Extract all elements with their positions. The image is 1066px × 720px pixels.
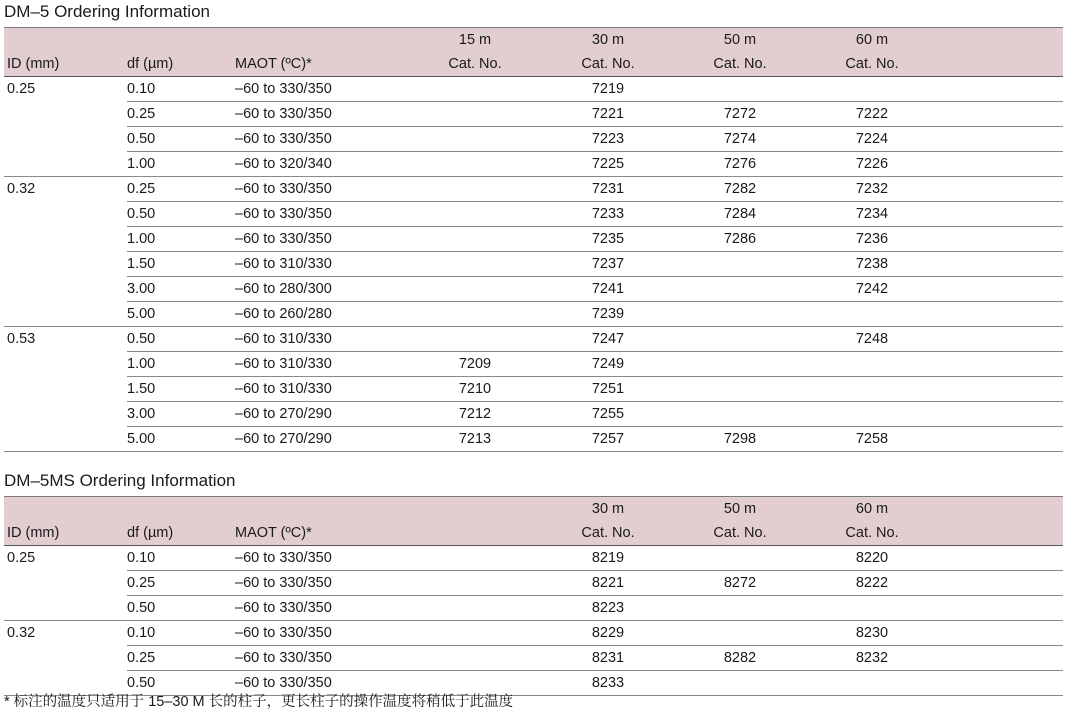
cell-50m: 7272 bbox=[673, 102, 807, 127]
row-pad bbox=[937, 646, 1063, 671]
cell-50m: 7284 bbox=[673, 202, 807, 227]
cell-50m: 7274 bbox=[673, 127, 807, 152]
cell-id: 0.53 bbox=[7, 331, 36, 348]
header-cell-50m: 50 m bbox=[673, 497, 807, 522]
header-cell-50m: 50 m bbox=[673, 28, 807, 53]
cell-id: 0.32 bbox=[7, 625, 36, 642]
header-cell-60m: Cat. No. bbox=[807, 52, 937, 77]
cell-id bbox=[4, 427, 127, 452]
cell-id bbox=[4, 277, 127, 302]
table2-title: DM–5MS Ordering Information bbox=[4, 471, 236, 490]
cell-30m: 8223 bbox=[543, 596, 673, 621]
cell-50m bbox=[673, 277, 807, 302]
cell-30m: 7235 bbox=[543, 227, 673, 252]
cell-df: 0.25 bbox=[127, 646, 235, 671]
row-pad bbox=[937, 277, 1063, 302]
header-cell-30m: 30 m bbox=[543, 497, 673, 522]
cell-30m: 7231 bbox=[543, 177, 673, 202]
header-cell-50m: Cat. No. bbox=[673, 521, 807, 546]
cell-15m bbox=[407, 252, 543, 277]
cell-30m: 7249 bbox=[543, 352, 673, 377]
row-pad bbox=[937, 252, 1063, 277]
header-pad bbox=[937, 52, 1063, 77]
header-cell-maot: MAOT (ºC)* bbox=[235, 52, 407, 77]
cell-maot: –60 to 310/330 bbox=[235, 252, 407, 277]
cell-50m: 7282 bbox=[673, 177, 807, 202]
row-pad bbox=[937, 596, 1063, 621]
cell-50m: 7286 bbox=[673, 227, 807, 252]
cell-id bbox=[4, 152, 127, 177]
table-row bbox=[4, 596, 1063, 621]
table-row bbox=[4, 152, 1063, 177]
header-pad bbox=[937, 497, 1063, 522]
cell-60m: 7236 bbox=[807, 227, 937, 252]
cell-df: 1.50 bbox=[127, 377, 235, 402]
cell-15m bbox=[407, 302, 543, 327]
cell-maot: –60 to 260/280 bbox=[235, 302, 407, 327]
row-pad bbox=[937, 302, 1063, 327]
cell-60m: 7232 bbox=[807, 177, 937, 202]
row-pad bbox=[937, 127, 1063, 152]
cell-60m: 7242 bbox=[807, 277, 937, 302]
cell-30m: 8231 bbox=[543, 646, 673, 671]
cell-30m: 7237 bbox=[543, 252, 673, 277]
cell-maot: –60 to 320/340 bbox=[235, 152, 407, 177]
cell-id: 0.25 bbox=[7, 550, 36, 567]
header-cell-df: df (µm) bbox=[127, 521, 235, 546]
table-row bbox=[4, 252, 1063, 277]
table-row bbox=[4, 427, 1063, 452]
footnote: * 标注的温度只适用于 15–30 M 长的柱子，更长柱子的操作温度将稍低于此温度 bbox=[4, 694, 514, 710]
cell-maot: –60 to 330/350 bbox=[235, 596, 407, 621]
cell-maot: –60 to 270/290 bbox=[235, 427, 407, 452]
cell-50m bbox=[673, 302, 807, 327]
row-pad bbox=[937, 546, 1063, 571]
cell-df: 0.25 bbox=[127, 571, 235, 596]
table-row bbox=[4, 621, 1063, 646]
cell-30m: 8229 bbox=[543, 621, 673, 646]
cell-50m: 7298 bbox=[673, 427, 807, 452]
cell-15m bbox=[407, 152, 543, 177]
cell-id bbox=[4, 352, 127, 377]
cell-50m bbox=[673, 671, 807, 696]
cell-60m: 7258 bbox=[807, 427, 937, 452]
cell-maot: –60 to 330/350 bbox=[235, 671, 407, 696]
dm5ms-ordering-table bbox=[4, 496, 1063, 696]
cell-50m bbox=[673, 621, 807, 646]
cell-df: 0.50 bbox=[127, 327, 235, 352]
header-pad bbox=[937, 521, 1063, 546]
cell-15m bbox=[407, 277, 543, 302]
cell-50m bbox=[673, 77, 807, 102]
cell-maot: –60 to 330/350 bbox=[235, 646, 407, 671]
cell-id bbox=[4, 402, 127, 427]
cell-df: 0.25 bbox=[127, 177, 235, 202]
cell-df: 0.10 bbox=[127, 621, 235, 646]
cell-60m: 8220 bbox=[807, 546, 937, 571]
table2-header-row2 bbox=[4, 521, 1063, 546]
table1-header bbox=[4, 28, 1063, 77]
cell-30m: 8221 bbox=[543, 571, 673, 596]
cell-df: 1.00 bbox=[127, 227, 235, 252]
cell-15m bbox=[407, 621, 543, 646]
header-cell-id bbox=[4, 497, 127, 522]
cell-30m: 8233 bbox=[543, 671, 673, 696]
row-pad bbox=[937, 177, 1063, 202]
cell-maot: –60 to 270/290 bbox=[235, 402, 407, 427]
cell-30m: 7247 bbox=[543, 327, 673, 352]
dm5-ordering-table bbox=[4, 27, 1063, 452]
cell-15m bbox=[407, 327, 543, 352]
cell-15m bbox=[407, 102, 543, 127]
cell-id bbox=[4, 646, 127, 671]
cell-id bbox=[4, 571, 127, 596]
header-cell-maot: MAOT (ºC)* bbox=[235, 521, 407, 546]
cell-df: 5.00 bbox=[127, 302, 235, 327]
table-row bbox=[4, 127, 1063, 152]
row-pad bbox=[937, 202, 1063, 227]
cell-50m bbox=[673, 327, 807, 352]
header-cell-15m bbox=[407, 521, 543, 546]
cell-id bbox=[4, 377, 127, 402]
cell-30m: 7221 bbox=[543, 102, 673, 127]
row-pad bbox=[937, 402, 1063, 427]
cell-60m bbox=[807, 671, 937, 696]
cell-30m: 7225 bbox=[543, 152, 673, 177]
cell-id bbox=[4, 227, 127, 252]
cell-id bbox=[4, 202, 127, 227]
cell-df: 0.50 bbox=[127, 596, 235, 621]
row-pad bbox=[937, 152, 1063, 177]
row-pad bbox=[937, 227, 1063, 252]
header-cell-id bbox=[4, 28, 127, 53]
cell-60m bbox=[807, 377, 937, 402]
table1-body bbox=[4, 77, 1063, 452]
cell-df: 0.50 bbox=[127, 127, 235, 152]
cell-15m: 7212 bbox=[407, 402, 543, 427]
table-row bbox=[4, 402, 1063, 427]
table1-title: DM–5 Ordering Information bbox=[4, 2, 210, 21]
cell-50m: 8272 bbox=[673, 571, 807, 596]
cell-60m: 7234 bbox=[807, 202, 937, 227]
cell-id bbox=[4, 252, 127, 277]
table-row bbox=[4, 277, 1063, 302]
cell-60m bbox=[807, 596, 937, 621]
cell-maot: –60 to 330/350 bbox=[235, 77, 407, 102]
table2-header-row1 bbox=[4, 497, 1063, 522]
cell-50m: 8282 bbox=[673, 646, 807, 671]
cell-maot: –60 to 330/350 bbox=[235, 546, 407, 571]
cell-maot: –60 to 330/350 bbox=[235, 102, 407, 127]
header-cell-15m: Cat. No. bbox=[407, 52, 543, 77]
cell-50m bbox=[673, 352, 807, 377]
cell-df: 1.00 bbox=[127, 352, 235, 377]
cell-15m: 7210 bbox=[407, 377, 543, 402]
cell-df: 3.00 bbox=[127, 277, 235, 302]
cell-50m bbox=[673, 596, 807, 621]
row-pad bbox=[937, 327, 1063, 352]
table-row bbox=[4, 177, 1063, 202]
table-row bbox=[4, 302, 1063, 327]
header-cell-50m: Cat. No. bbox=[673, 52, 807, 77]
cell-60m: 7224 bbox=[807, 127, 937, 152]
table-row bbox=[4, 352, 1063, 377]
cell-60m bbox=[807, 77, 937, 102]
cell-60m bbox=[807, 352, 937, 377]
cell-50m bbox=[673, 377, 807, 402]
cell-60m: 7248 bbox=[807, 327, 937, 352]
cell-df: 0.50 bbox=[127, 202, 235, 227]
table-row bbox=[4, 202, 1063, 227]
table-row bbox=[4, 327, 1063, 352]
cell-id: 0.32 bbox=[7, 181, 36, 198]
cell-df: 1.50 bbox=[127, 252, 235, 277]
cell-60m: 7238 bbox=[807, 252, 937, 277]
cell-30m: 8219 bbox=[543, 546, 673, 571]
header-cell-id: ID (mm) bbox=[4, 521, 127, 546]
row-pad bbox=[937, 671, 1063, 696]
cell-30m: 7251 bbox=[543, 377, 673, 402]
header-cell-df: df (µm) bbox=[127, 52, 235, 77]
cell-maot: –60 to 330/350 bbox=[235, 621, 407, 646]
cell-30m: 7239 bbox=[543, 302, 673, 327]
cell-50m bbox=[673, 252, 807, 277]
row-pad bbox=[937, 377, 1063, 402]
cell-15m bbox=[407, 596, 543, 621]
cell-df: 0.10 bbox=[127, 546, 235, 571]
cell-id bbox=[4, 302, 127, 327]
cell-15m bbox=[407, 646, 543, 671]
table-row bbox=[4, 571, 1063, 596]
cell-df: 5.00 bbox=[127, 427, 235, 452]
cell-30m: 7257 bbox=[543, 427, 673, 452]
cell-60m: 8222 bbox=[807, 571, 937, 596]
header-cell-60m: 60 m bbox=[807, 28, 937, 53]
table-row bbox=[4, 77, 1063, 102]
row-pad bbox=[937, 621, 1063, 646]
cell-60m: 8230 bbox=[807, 621, 937, 646]
header-cell-id: ID (mm) bbox=[4, 52, 127, 77]
row-pad bbox=[937, 102, 1063, 127]
cell-60m: 8232 bbox=[807, 646, 937, 671]
cell-id bbox=[4, 102, 127, 127]
cell-15m: 7213 bbox=[407, 427, 543, 452]
cell-df: 1.00 bbox=[127, 152, 235, 177]
cell-df: 3.00 bbox=[127, 402, 235, 427]
cell-15m bbox=[407, 202, 543, 227]
cell-15m bbox=[407, 227, 543, 252]
table-row bbox=[4, 377, 1063, 402]
row-pad bbox=[937, 77, 1063, 102]
cell-30m: 7233 bbox=[543, 202, 673, 227]
row-pad bbox=[937, 571, 1063, 596]
cell-maot: –60 to 330/350 bbox=[235, 127, 407, 152]
table-row bbox=[4, 546, 1063, 571]
header-cell-30m: Cat. No. bbox=[543, 521, 673, 546]
cell-30m: 7255 bbox=[543, 402, 673, 427]
cell-50m: 7276 bbox=[673, 152, 807, 177]
table-row bbox=[4, 227, 1063, 252]
header-cell-30m: Cat. No. bbox=[543, 52, 673, 77]
header-cell-30m: 30 m bbox=[543, 28, 673, 53]
cell-30m: 7241 bbox=[543, 277, 673, 302]
cell-maot: –60 to 280/300 bbox=[235, 277, 407, 302]
table-row bbox=[4, 102, 1063, 127]
cell-maot: –60 to 330/350 bbox=[235, 202, 407, 227]
table-row bbox=[4, 646, 1063, 671]
cell-id bbox=[4, 127, 127, 152]
cell-60m bbox=[807, 402, 937, 427]
row-pad bbox=[937, 427, 1063, 452]
cell-maot: –60 to 330/350 bbox=[235, 571, 407, 596]
cell-15m bbox=[407, 77, 543, 102]
header-cell-60m: Cat. No. bbox=[807, 521, 937, 546]
cell-id: 0.25 bbox=[7, 81, 36, 98]
cell-30m: 7223 bbox=[543, 127, 673, 152]
cell-15m bbox=[407, 546, 543, 571]
table1-header-row1 bbox=[4, 28, 1063, 53]
cell-50m bbox=[673, 546, 807, 571]
table1-header-row2 bbox=[4, 52, 1063, 77]
header-cell-maot bbox=[235, 497, 407, 522]
cell-15m bbox=[407, 571, 543, 596]
cell-maot: –60 to 330/350 bbox=[235, 227, 407, 252]
cell-60m: 7226 bbox=[807, 152, 937, 177]
cell-30m: 7219 bbox=[543, 77, 673, 102]
cell-id bbox=[4, 596, 127, 621]
table2-body bbox=[4, 546, 1063, 696]
header-cell-df bbox=[127, 497, 235, 522]
header-cell-15m bbox=[407, 497, 543, 522]
cell-maot: –60 to 310/330 bbox=[235, 352, 407, 377]
cell-maot: –60 to 310/330 bbox=[235, 377, 407, 402]
cell-15m bbox=[407, 127, 543, 152]
cell-60m bbox=[807, 302, 937, 327]
cell-15m bbox=[407, 177, 543, 202]
cell-60m: 7222 bbox=[807, 102, 937, 127]
cell-df: 0.25 bbox=[127, 102, 235, 127]
cell-df: 0.10 bbox=[127, 77, 235, 102]
cell-15m: 7209 bbox=[407, 352, 543, 377]
header-cell-maot bbox=[235, 28, 407, 53]
table2-header bbox=[4, 497, 1063, 546]
row-pad bbox=[937, 352, 1063, 377]
cell-maot: –60 to 330/350 bbox=[235, 177, 407, 202]
cell-df: 0.50 bbox=[127, 671, 235, 696]
header-cell-15m: 15 m bbox=[407, 28, 543, 53]
header-cell-df bbox=[127, 28, 235, 53]
header-cell-60m: 60 m bbox=[807, 497, 937, 522]
header-pad bbox=[937, 28, 1063, 53]
cell-maot: –60 to 310/330 bbox=[235, 327, 407, 352]
cell-50m bbox=[673, 402, 807, 427]
